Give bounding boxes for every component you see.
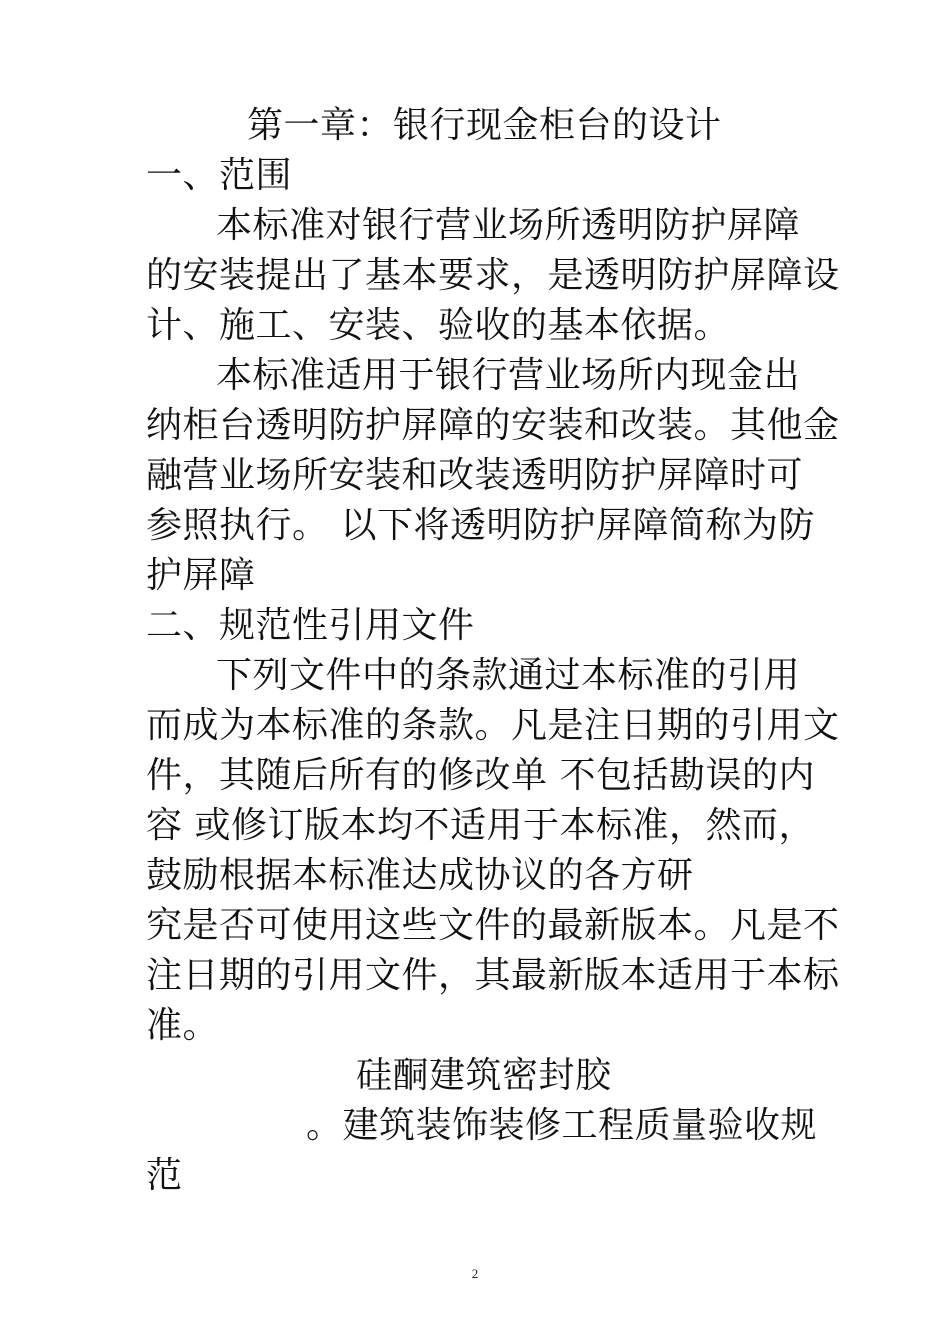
reference-item: 范: [146, 1155, 183, 1196]
paragraph-line: 本标准适用于银行营业场所内现金出: [216, 355, 801, 396]
paragraph-line: 准。: [146, 1005, 220, 1046]
paragraph-line: 护屏障: [146, 555, 256, 596]
paragraph-line: 注日期的引用文件，其最新版本适用于本标: [146, 955, 840, 996]
section-heading-scope: 一、范围: [146, 155, 293, 196]
paragraph-line: 本标准对银行营业场所透明防护屏障: [216, 205, 801, 246]
paragraph-line: 容 或修订版本均不适用于本标准，然而，: [146, 805, 815, 846]
section-heading-references: 二、规范性引用文件: [146, 605, 475, 646]
page-number: 2: [471, 1266, 479, 1281]
paragraph-line: 参照执行。 以下将透明防护屏障简称为防: [146, 505, 815, 546]
paragraph-line: 融营业场所安装和改装透明防护屏障时可: [146, 455, 804, 496]
paragraph-line: 而成为本标准的条款。凡是注日期的引用文: [146, 705, 840, 746]
reference-item: 。建筑装饰装修工程质量验收规: [306, 1105, 818, 1146]
paragraph-line: 鼓励根据本标准达成协议的各方研: [146, 855, 694, 896]
reference-item: 硅酮建筑密封胶: [356, 1055, 612, 1096]
paragraph-line: 件，其随后所有的修改单 不包括勘误的内: [146, 755, 815, 796]
paragraph-line: 的安装提出了基本要求，是透明防护屏障设: [146, 255, 840, 296]
paragraph-line: 计、施工、安装、验收的基本依据。: [146, 305, 731, 346]
paragraph-line: 下列文件中的条款通过本标准的引用: [216, 655, 801, 696]
paragraph-line: 纳柜台透明防护屏障的安装和改装。其他金: [146, 405, 840, 446]
chapter-title: 第一章：银行现金柜台的设计: [247, 105, 722, 146]
paragraph-line: 究是否可使用这些文件的最新版本。凡是不: [146, 905, 840, 946]
